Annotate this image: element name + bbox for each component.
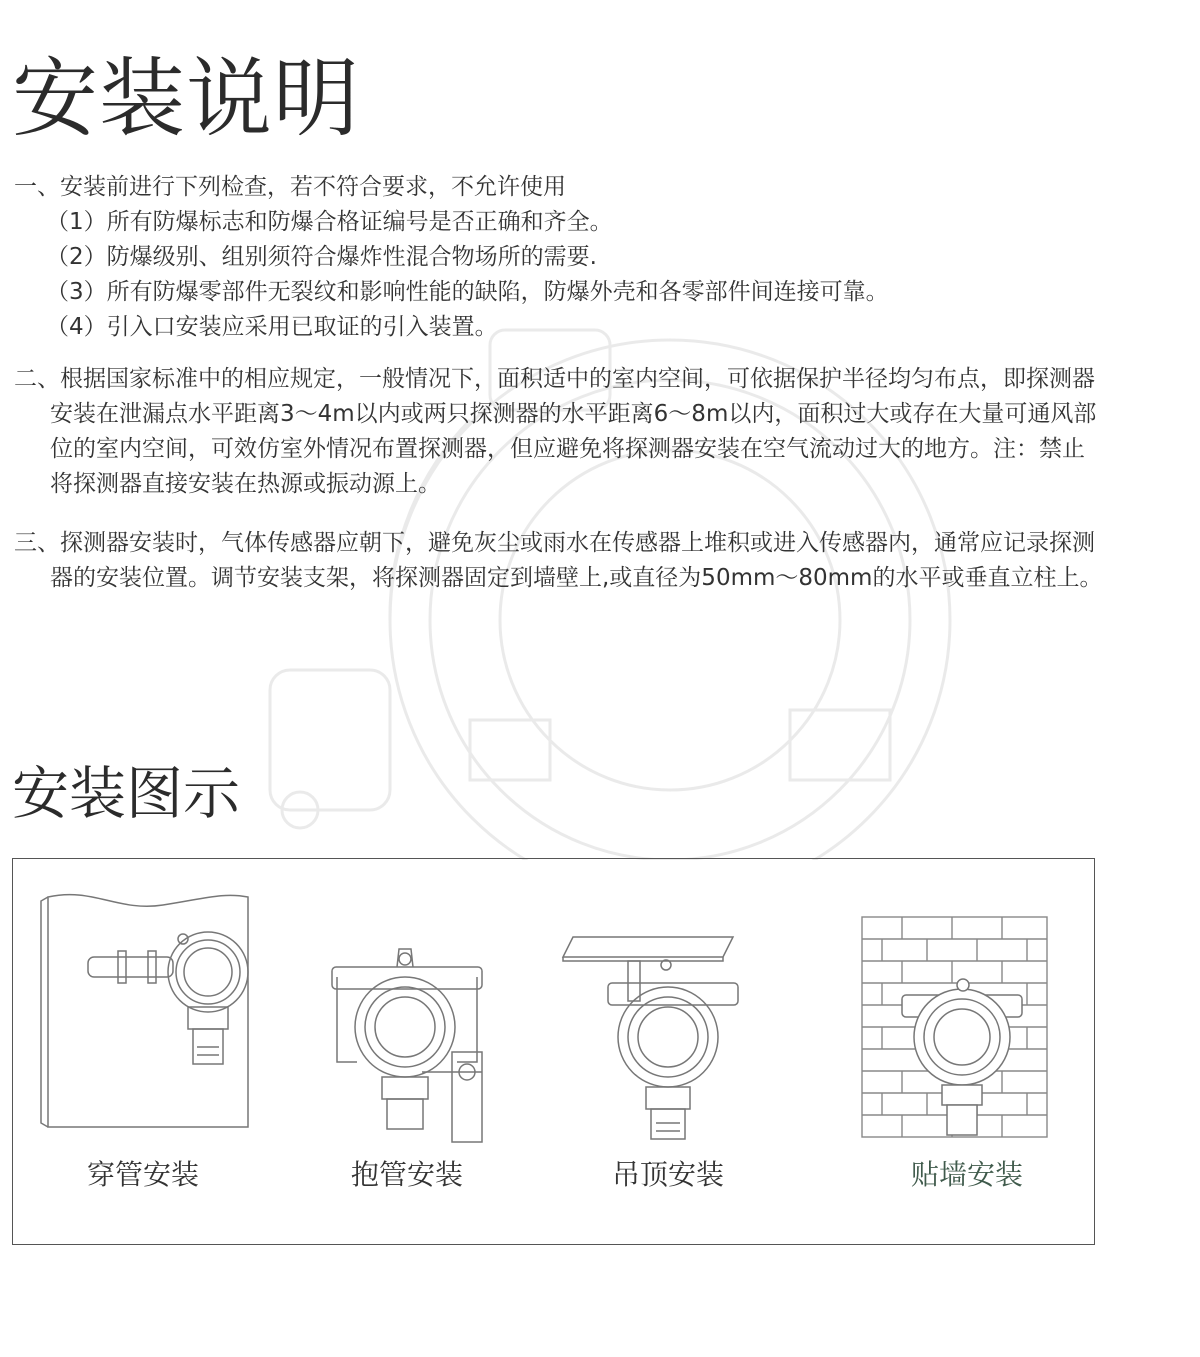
- figure-brick-wall: [847, 859, 1087, 1246]
- figure-caption: 吊顶安装: [611, 1158, 724, 1191]
- wall-pipe-mount-illustration-icon: [23, 887, 263, 1147]
- figure-wall-pipe: [23, 859, 263, 1246]
- install-diagram-panel: [12, 858, 1095, 1245]
- precheck-heading: 一、安装前进行下列检查，若不符合要求，不允许使用: [14, 174, 566, 200]
- placement-paragraph: 二、根据国家标准中的相应规定，一般情况下，面积适中的室内空间，可依据保护半径均匀布点，即探测器安装在泄漏点水平距离3～4m以内或两只探测器的水平距离6～8m以内，面积过大或存在大量可通风部位的室内空间，可效仿室外情况布置探测器，但应避免将探测器安装在空气流动过大的地方。注：禁止将探测器直接安装在热源或振动源上。: [14, 366, 1097, 497]
- precheck-item: （1）所有防爆标志和防爆合格证编号是否正确和齐全。: [46, 209, 613, 235]
- mounting-paragraph: 三、探测器安装时，气体传感器应朝下，避免灰尘或雨水在传感器上堆积或进入传感器内，通常应记录探测器的安装位置。调节安装支架，将探测器固定到墙壁上,或直径为50mm～80mm的水平或垂直立柱上。: [14, 530, 1103, 591]
- page-title: 安装说明: [12, 49, 360, 149]
- precheck-item: （4）引入口安装应采用已取证的引入装置。: [46, 314, 498, 340]
- placement-section: [14, 362, 1104, 502]
- diagram-title: 安装图示: [12, 761, 240, 827]
- figure-caption: 穿管安装: [86, 1158, 199, 1191]
- precheck-item: （2）防爆级别、组别须符合爆炸性混合物场所的需要.: [46, 244, 597, 270]
- figure-caption: 抱管安装: [350, 1158, 463, 1191]
- mounting-section: [14, 526, 1104, 596]
- figure-pipe-clamp: [287, 859, 527, 1246]
- figure-ceiling: [548, 859, 788, 1246]
- pipe-clamp-mount-illustration-icon: [287, 887, 527, 1147]
- brick-wall-mount-illustration-icon: [847, 887, 1087, 1147]
- figure-caption: 贴墙安装: [910, 1158, 1023, 1191]
- precheck-item: （3）所有防爆零部件无裂纹和影响性能的缺陷，防爆外壳和各零部件间连接可靠。: [46, 279, 889, 305]
- ceiling-mount-illustration-icon: [548, 887, 788, 1147]
- precheck-section: [14, 170, 1104, 345]
